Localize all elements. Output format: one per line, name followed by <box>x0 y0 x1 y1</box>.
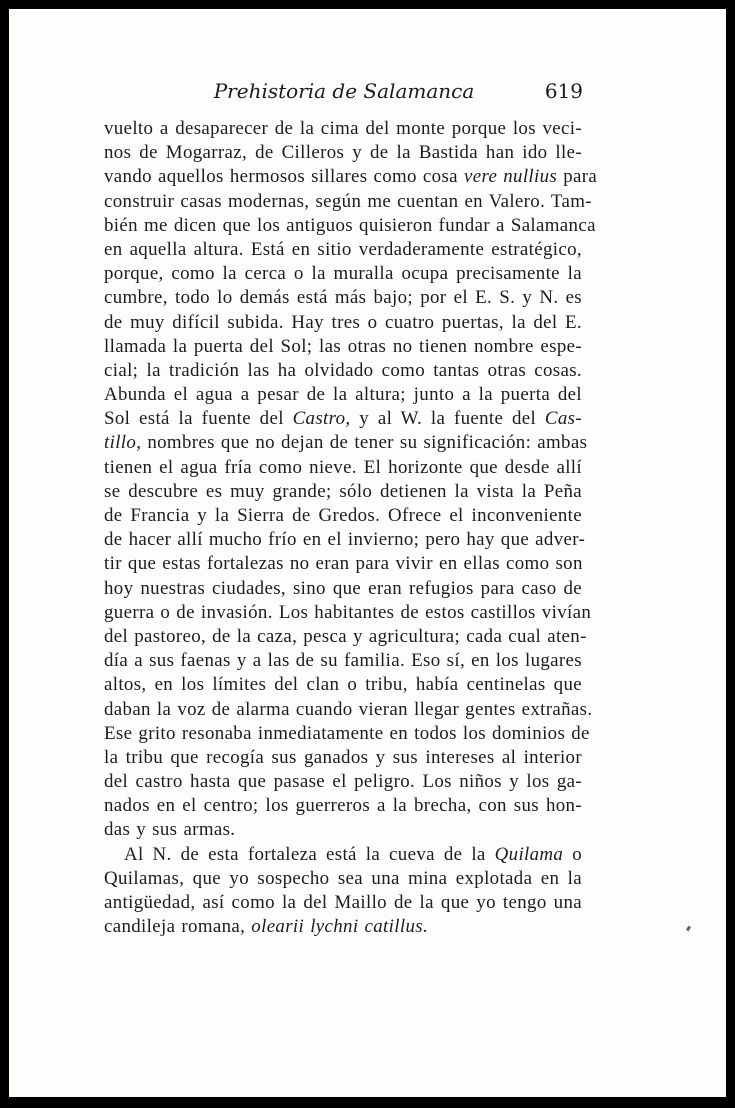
text-line: bién me dicen que los antiguos quisieron fundar a Salamanca <box>104 214 596 236</box>
text-line: altos, en los límites del clan o tribu, había centinelas que <box>104 674 582 696</box>
paragraph-2 <box>104 843 582 940</box>
text-line <box>104 915 582 939</box>
stray-ink-mark <box>686 926 691 932</box>
book-page <box>9 9 726 1097</box>
text-line: construir casas modernas, según me cuentan en Valero. Tam- <box>104 190 592 212</box>
running-title: Prehistoria de Salamanca <box>213 79 475 103</box>
text-line <box>104 843 582 867</box>
text-line: tienen el agua fría como nieve. El horizonte que desde allí <box>104 456 582 478</box>
text-line: tir que estas fortalezas no eran para vivir en ellas como son <box>104 553 583 575</box>
text-line: hoy nuestras ciudades, sino que eran refugios para caso de <box>104 577 582 599</box>
text-line: de muy difícil subida. Hay tres o cuatro puertas, la del E. <box>104 311 582 333</box>
text-line: día a sus faenas y a las de su familia. Eso sí, en los lugares <box>104 650 582 672</box>
italic-latin-phrase: vere nullius <box>463 166 558 188</box>
text-segment: o <box>572 843 583 865</box>
text-segment: para <box>563 166 598 188</box>
text-line: cial; la tradición las ha olvidado como tantas otras cosas. <box>104 359 582 381</box>
text-line <box>104 165 598 189</box>
text-line: daban la voz de alarma cuando vieran llegar gentes extrañas. <box>104 698 593 720</box>
text-line: porque, como la cerca o la muralla ocupa precisamente la <box>104 263 582 285</box>
text-line: llamada la puerta del Sol; las otras no tienen nombre espe- <box>104 335 582 357</box>
italic-name-castro: Castro, <box>292 408 351 430</box>
text-segment: y al W. la fuente del <box>359 408 537 430</box>
text-line: Ese grito resonaba inmediatamente en todos los dominios de <box>104 722 590 744</box>
text-line: de Francia y la Sierra de Gredos. Ofrece el inconveniente <box>104 505 582 526</box>
text-line: del pastoreo, de la caza, pesca y agricultura; cada cual aten- <box>104 625 587 647</box>
italic-latin-phrase: olearii lychni catillus. <box>251 916 429 938</box>
text-segment: nombres que no dejan de tener su significación: ambas <box>147 432 588 454</box>
text-line: de hacer allí mucho frío en el invierno; pero hay que adver- <box>104 529 586 551</box>
italic-name-quilama: Quilama <box>494 843 564 865</box>
text-line: del castro hasta que pasase el peligro. Los niños y los ga- <box>104 771 582 793</box>
page-number: 619 <box>544 79 583 103</box>
text-line: das y sus armas. <box>104 819 236 841</box>
body-text <box>104 117 598 939</box>
text-segment: vando aquellos hermosos sillares como cosa <box>104 166 458 188</box>
text-line: en aquella altura. Está en sitio verdaderamente estratégico, <box>104 238 582 260</box>
italic-name-castillo-part2: tillo, <box>104 432 142 454</box>
text-line: guerra o de invasión. Los habitantes de estos castillos vivían <box>104 601 592 623</box>
text-line: nos de Mogarraz, de Cilleros y de la Bastida han ido lle- <box>104 142 582 164</box>
text-segment: Al N. de esta fortaleza está la cueva de la <box>124 843 486 865</box>
text-line: vuelto a desaparecer de la cima del monte porque los veci- <box>104 118 582 139</box>
italic-name-castillo-part1: Cas- <box>544 408 582 430</box>
text-line: Quilamas, que yo sospecho sea una mina explotada en la <box>104 867 582 889</box>
text-line: antigüedad, así como la del Maillo de la que yo tengo una <box>104 892 582 913</box>
text-line: Abunda el agua a pesar de la altura; junto a la puerta del <box>104 384 582 406</box>
paragraph-1 <box>104 117 598 843</box>
text-segment: Sol está la fuente del <box>104 408 284 430</box>
page-header <box>105 73 583 113</box>
text-line: la tribu que recogía sus ganados y sus intereses al interior <box>104 746 582 768</box>
text-line <box>104 407 582 431</box>
text-line: se descubre es muy grande; sólo detienen la vista la Peña <box>104 480 582 502</box>
text-line: nados en el centro; los guerreros a la brecha, con sus hon- <box>104 795 582 817</box>
text-line: cumbre, todo lo demás está más bajo; por el E. S. y N. es <box>104 287 582 309</box>
text-line <box>104 431 588 455</box>
text-segment: candileja romana, <box>104 916 246 938</box>
